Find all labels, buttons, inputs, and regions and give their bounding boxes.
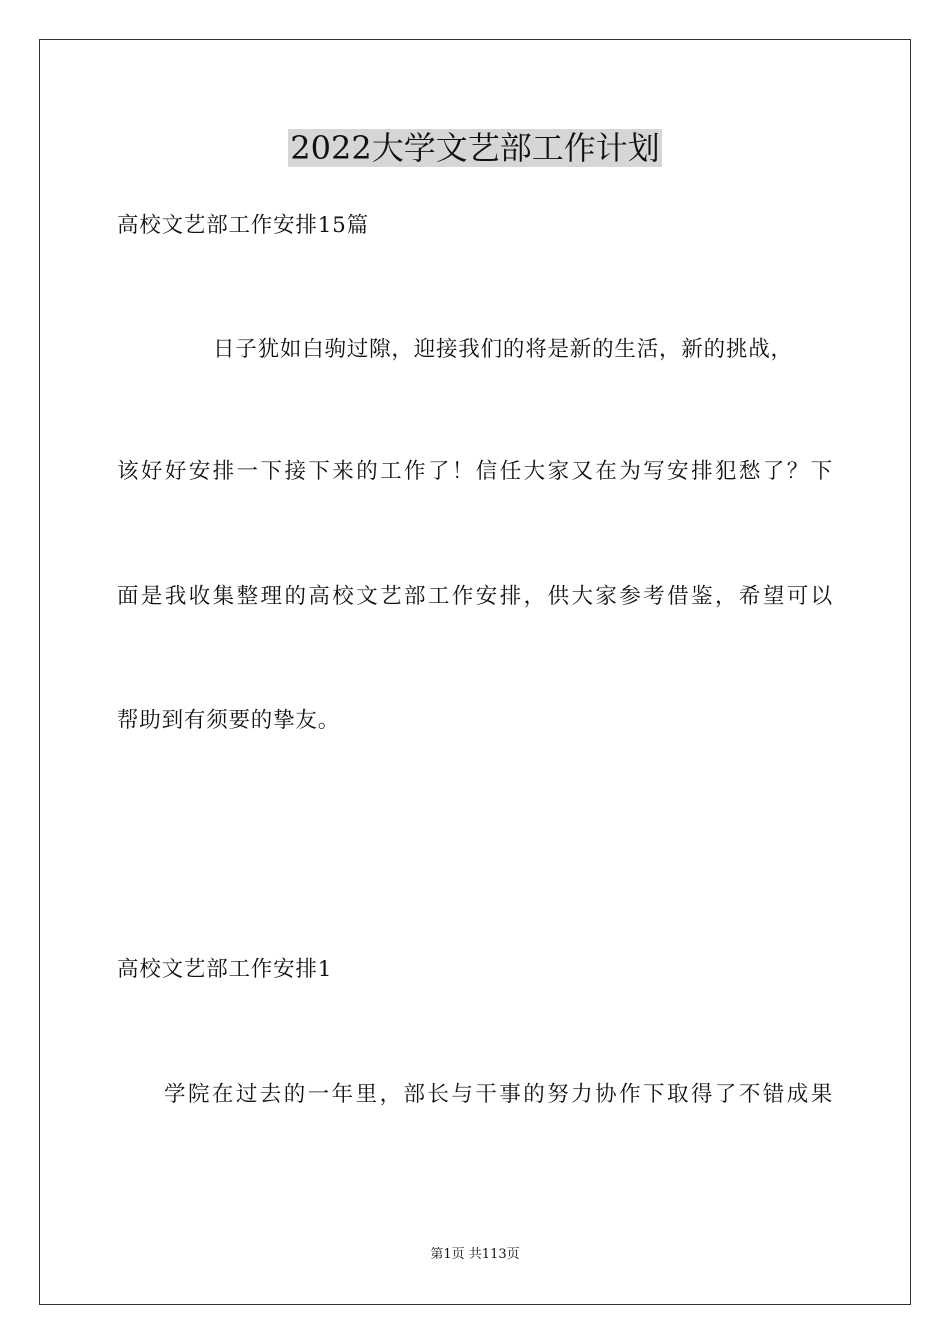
section-heading: 高校文艺部工作安排1 xyxy=(117,957,333,982)
intro-paragraph-line-2: 该好好安排一下接下来的工作了！信任大家又在为写安排犯愁了？下 xyxy=(117,459,833,484)
document-subtitle: 高校文艺部工作安排15篇 xyxy=(117,213,369,238)
intro-paragraph-line-1: 日子犹如白驹过隙，迎接我们的将是新的生活，新的挑战， xyxy=(213,337,793,362)
document-title-text: 2022大学文艺部工作计划 xyxy=(290,129,660,167)
section-paragraph-line-1: 学院在过去的一年里，部长与干事的努力协作下取得了不错成果 xyxy=(164,1082,833,1107)
page-number-footer: 第1页 共113页 xyxy=(430,1247,520,1262)
intro-paragraph-line-3: 面是我收集整理的高校文艺部工作安排，供大家参考借鉴，希望可以 xyxy=(117,584,833,609)
document-title xyxy=(0,128,950,168)
intro-paragraph-line-4: 帮助到有须要的挚友。 xyxy=(117,708,341,733)
